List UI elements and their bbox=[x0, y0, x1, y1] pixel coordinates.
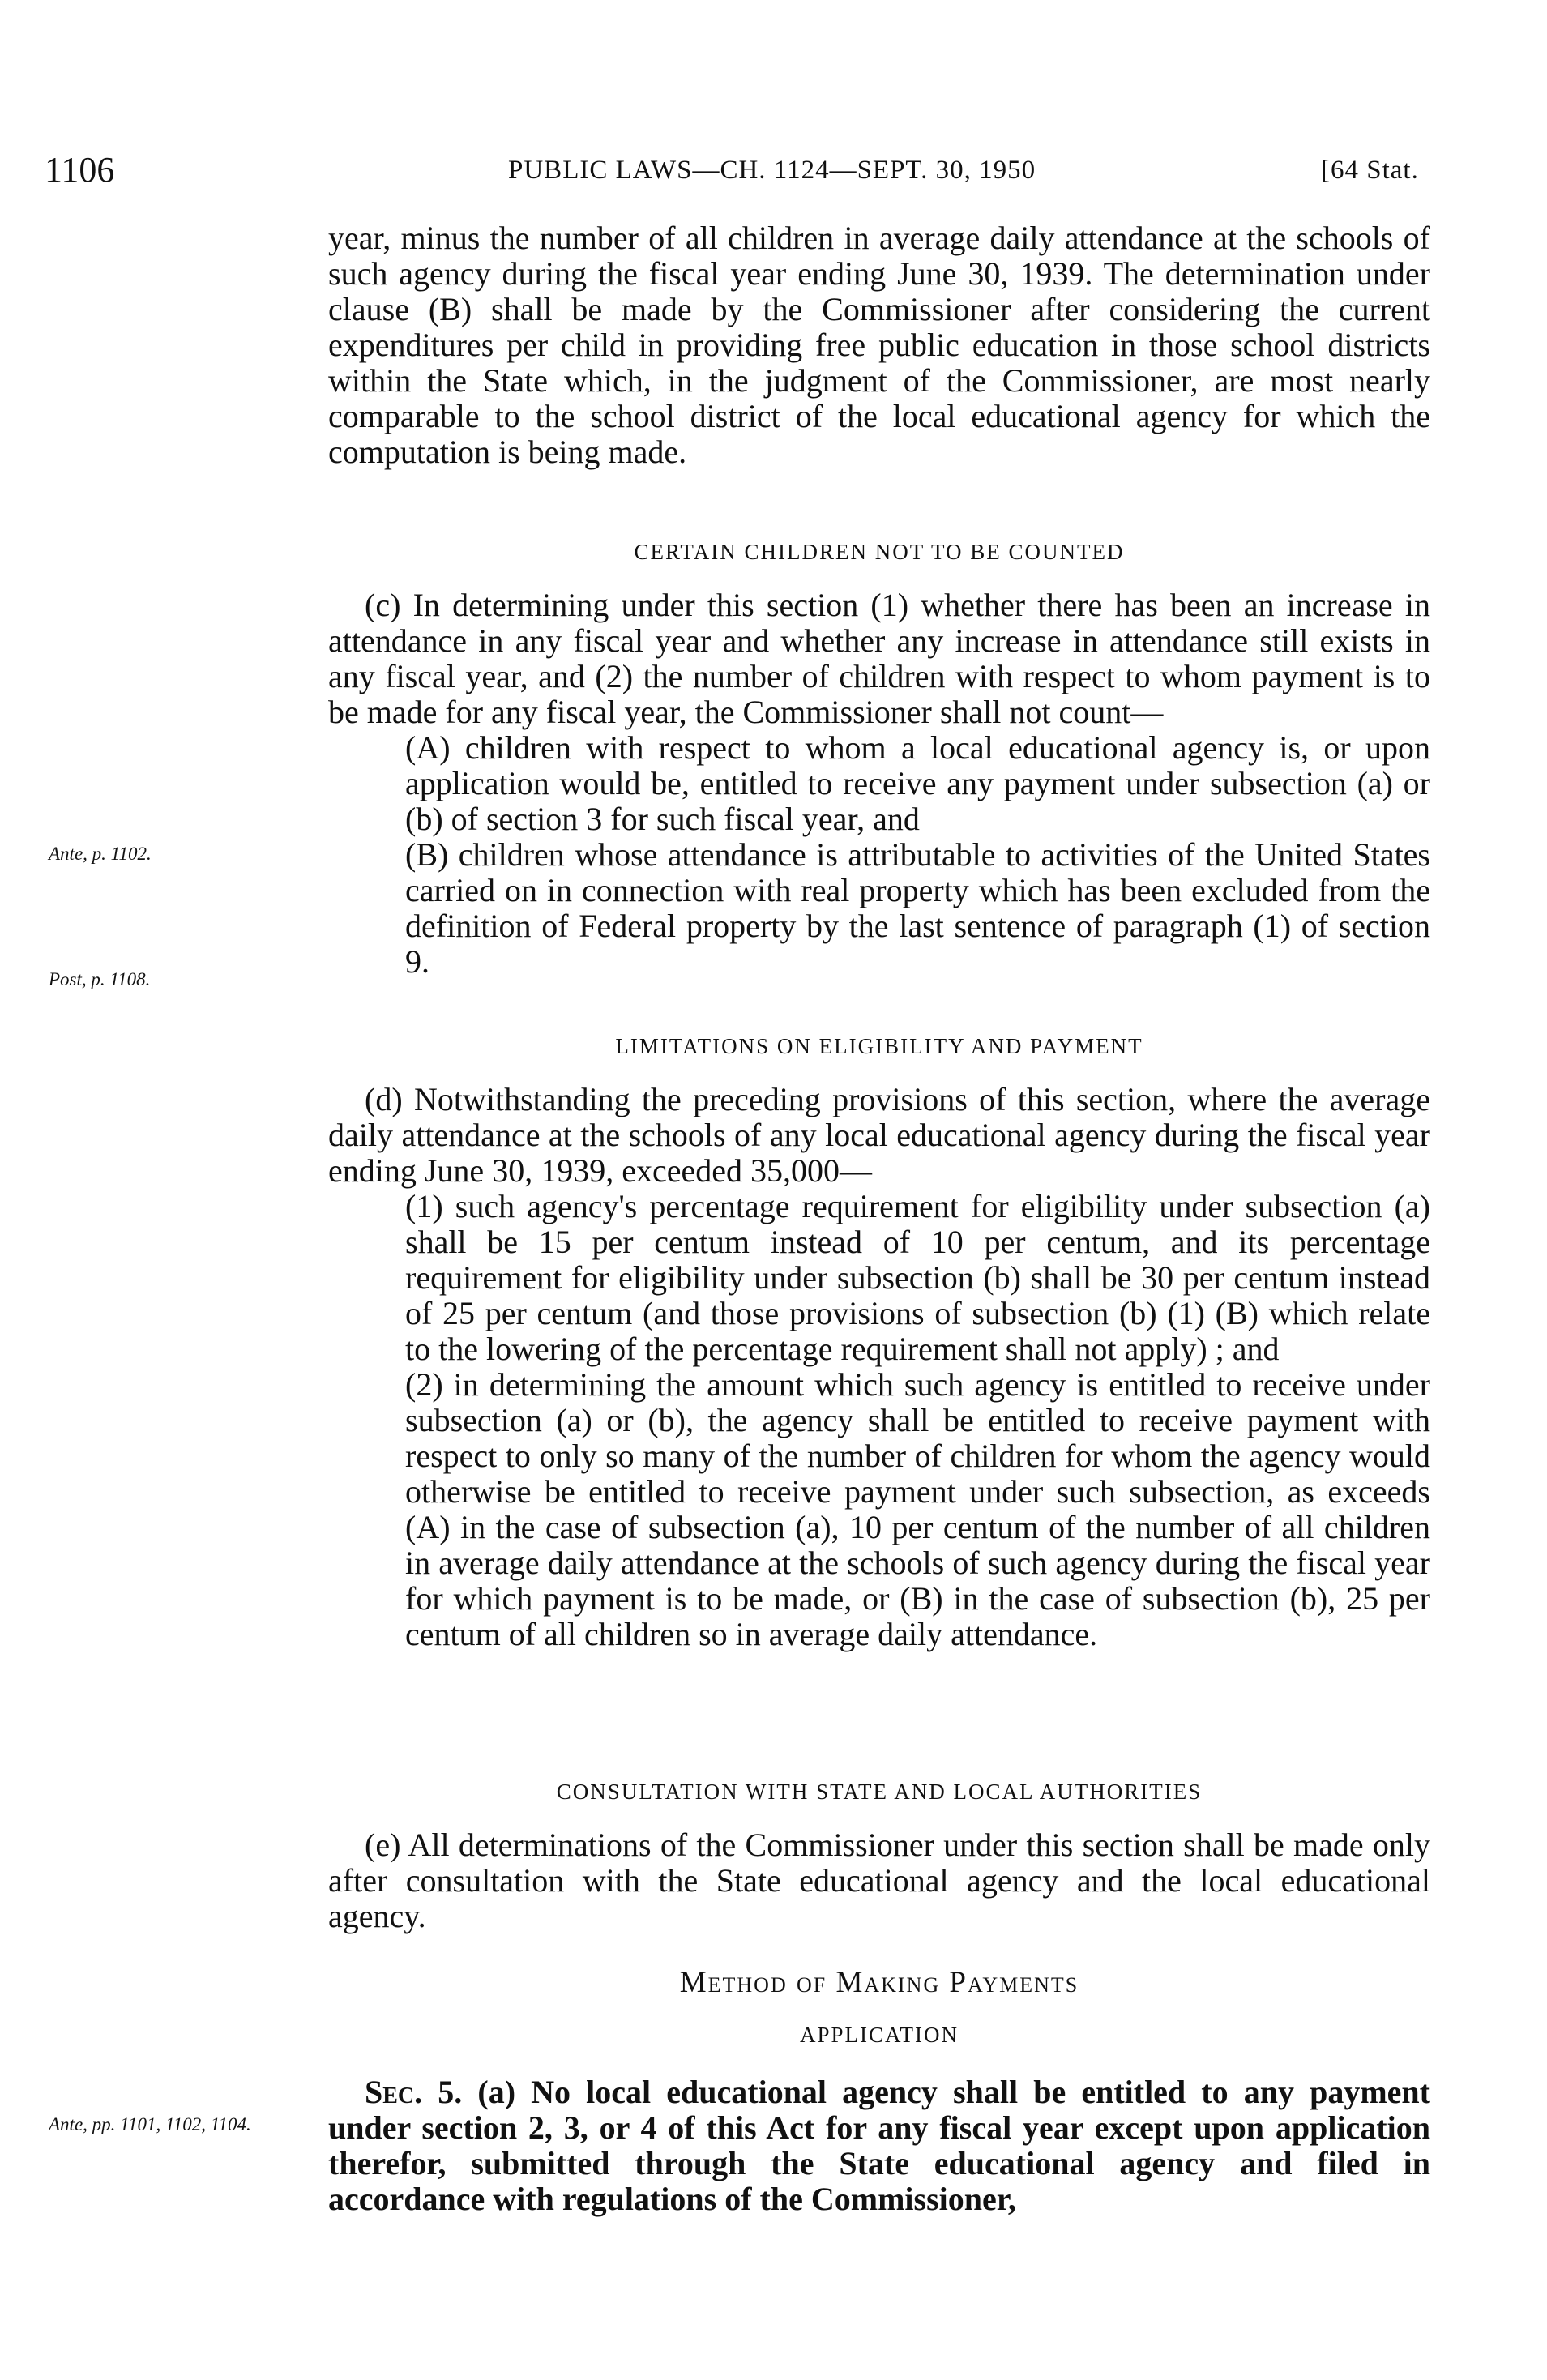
subsection-c-clause-b: (B) children whose attendance is attributable to activities of the United States carried on in connection with real property which has been excluded from the definition of Federal property by the last sentence of paragraph (1) of section 9. bbox=[405, 836, 1430, 980]
subsection-d-clause-1: (1) such agency's percentage requirement for eligibility under subsection (a) shall be 15 per centum instead of 10 per centum, and its percentage requirement for eligibility under subsection (b) shall be 30 per centum instead of 25 per centum (and those provisions of subsection (b) (1) (B) which relate to the lowering of the percentage requirement shall not apply) ; and bbox=[405, 1188, 1430, 1367]
paragraph-continuation bbox=[328, 220, 1430, 470]
section-5 bbox=[328, 2074, 1430, 2217]
subsection-d-intro: (d) Notwithstanding the preceding provisions of this section, where the average daily attendance at the schools of any local educational agency during the fiscal year ending June 30, 1939, exceeded 35,000— bbox=[328, 1081, 1430, 1189]
section-5-text bbox=[328, 2074, 1430, 2217]
page-number: 1106 bbox=[45, 150, 115, 190]
subsection-e-text: (e) All determinations of the Commissioner under this section shall be made only after consultation with the State educational agency and the local educational agency. bbox=[328, 1827, 1430, 1934]
margin-note-ante-multi: Ante, pp. 1101, 1102, 1104. bbox=[49, 2114, 251, 2134]
subsection-c-intro: (c) In determining under this section (1) whether there has been an increase in attendance in any fiscal year and whether any increase in attendance still exists in any fiscal year, and (2) the number of children with respect to whom payment is to be made for any fiscal year, the Commissioner shall not count— bbox=[328, 587, 1430, 730]
section-5-label: Sec. 5. bbox=[365, 2074, 463, 2110]
margin-note-ante-1102: Ante, p. 1102. bbox=[49, 844, 152, 864]
section-heading-d: LIMITATIONS ON ELIGIBILITY AND PAYMENT bbox=[615, 1034, 1143, 1058]
section-heading-e: CONSULTATION WITH STATE AND LOCAL AUTHORITIES bbox=[556, 1780, 1203, 1804]
statute-reference: [64 Stat. bbox=[1321, 156, 1419, 185]
subsection-e bbox=[328, 1827, 1430, 1934]
subsection-d-clause-2: (2) in determining the amount which such agency is entitled to receive under subsection (a) or (b), the agency shall be entitled to receive payment with respect to only so many of the number of children for whom the agency would otherwise be entitled to receive payment under such subsection, as exceeds (A) in the case of subsection (a), 10 per centum of the number of all children in average daily attendance at the schools of such agency during the fiscal year for which payment is to be made, or (B) in the case of subsection (b), 25 per centum of all children so in average daily attendance. bbox=[405, 1366, 1430, 1652]
section-heading-c: CERTAIN CHILDREN NOT TO BE COUNTED bbox=[634, 540, 1125, 564]
paragraph-text: year, minus the number of all children in average daily attendance at the schools of such agency during the fiscal year ending June 30, 1939. The determination under clause (B) shall be made by the Commissioner after considering the current expenditures per child in providing free public education in those school districts within the State which, in the judgment of the Commissioner, are most nearly comparable to the school district of the local educational agency for which the computation is being made. bbox=[328, 220, 1430, 470]
margin-note-post-1108: Post, p. 1108. bbox=[49, 969, 151, 989]
subsection-c-clause-a: (A) children with respect to whom a local educational agency is, or upon application would be, entitled to receive any payment under subsection (a) or (b) of section 3 for such fiscal year, and bbox=[405, 729, 1430, 837]
section-5-body: (a) No local educational agency shall be entitled to any payment under section 2, 3, or 4 of this Act for any fiscal year except upon application therefor, submitted through the State educational agency and filed in accordance with regulations of the Commissioner, bbox=[328, 2074, 1430, 2217]
subsection-c bbox=[328, 588, 1430, 980]
running-head: PUBLIC LAWS—CH. 1124—SEPT. 30, 1950 bbox=[508, 156, 1036, 185]
application-heading: APPLICATION bbox=[799, 2023, 959, 2047]
subsection-d bbox=[328, 1082, 1430, 1652]
method-heading: Method of Making Payments bbox=[679, 1966, 1079, 1999]
